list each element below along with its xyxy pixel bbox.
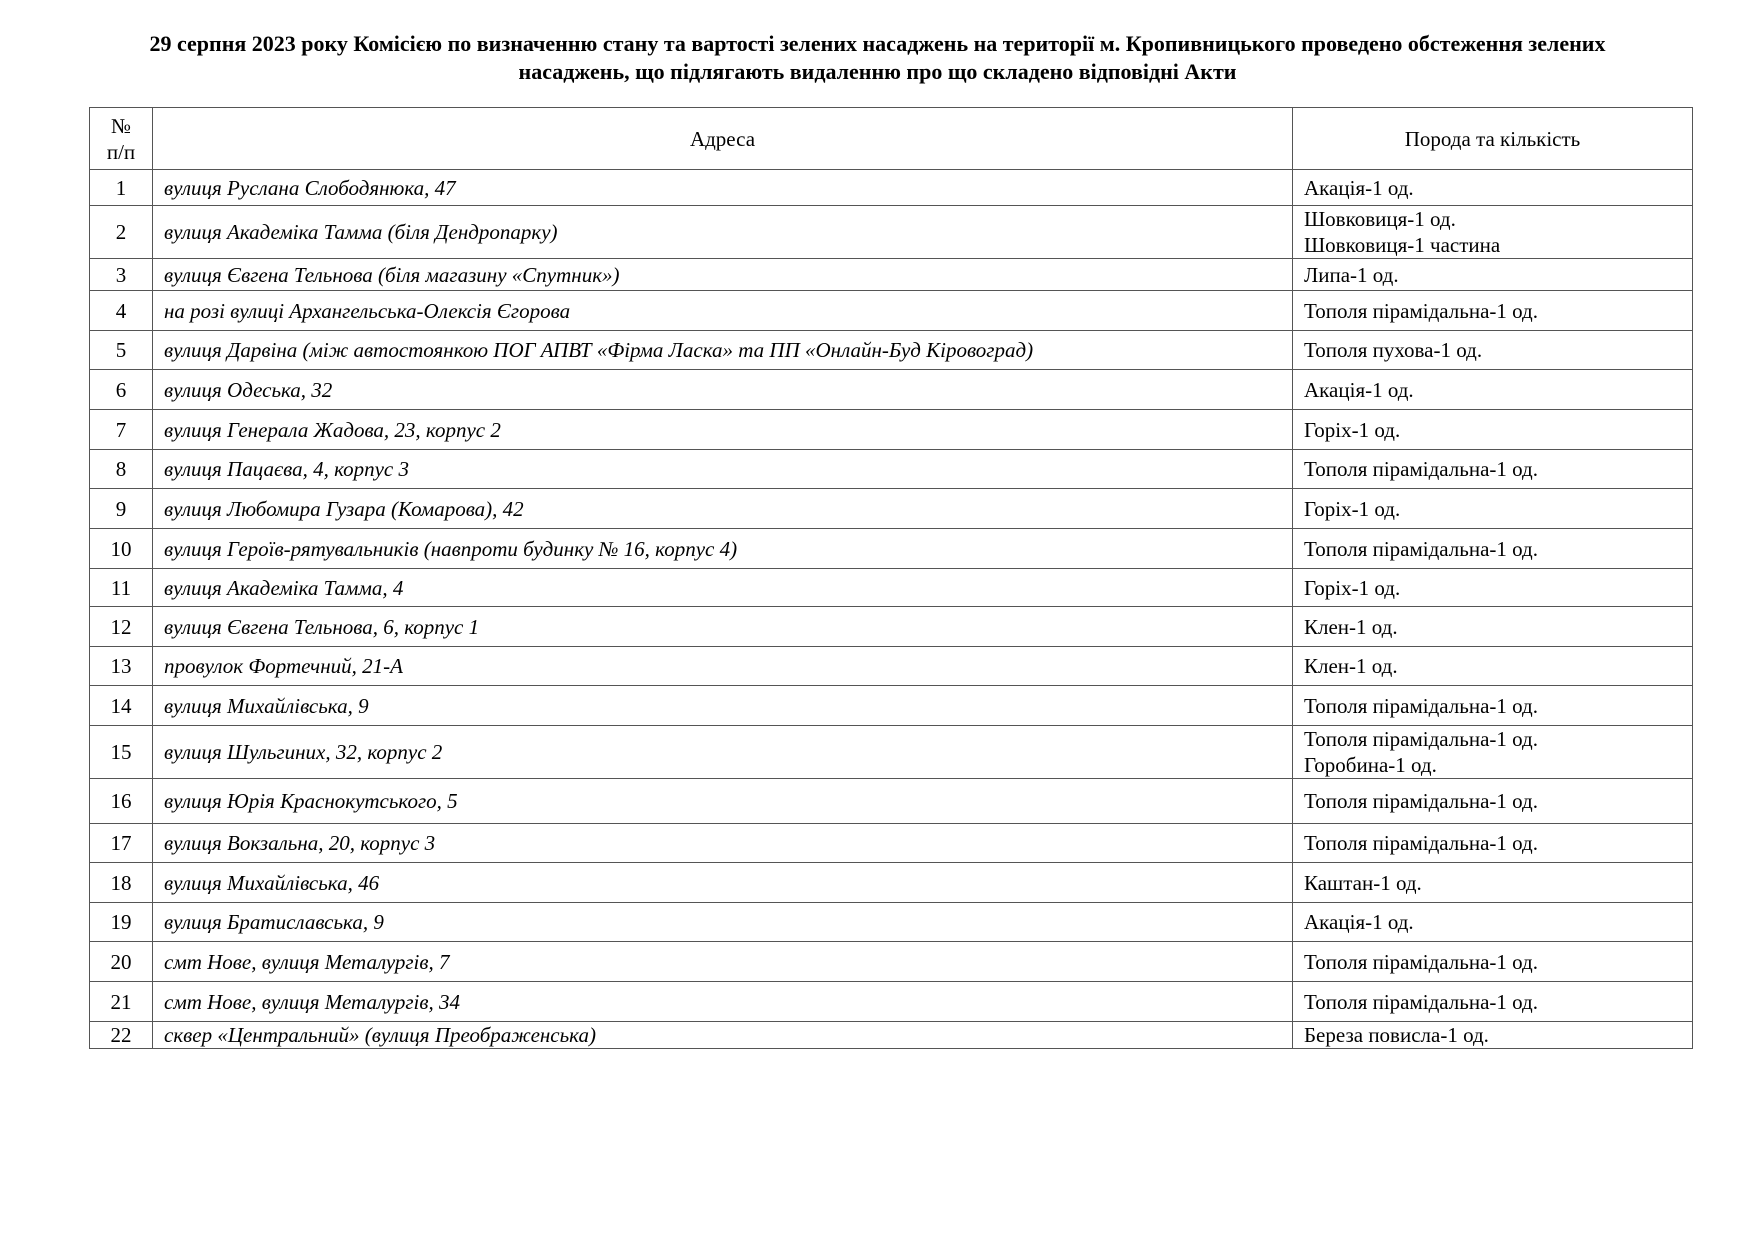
table-row: [90, 982, 1693, 1022]
row-number: 18: [90, 863, 153, 903]
species-entry: Тополя пірамідальна-1 од.: [1304, 693, 1538, 718]
row-number: 6: [90, 370, 153, 410]
row-species: [1293, 942, 1693, 982]
species-entry: Акація-1 од.: [1304, 377, 1414, 402]
table-row: [90, 170, 1693, 206]
species-entry: Тополя пірамідальна-1 од.: [1304, 789, 1538, 813]
species-entry: Горіх-1 од.: [1304, 575, 1401, 600]
row-address: вулиця Михайлівська, 46: [153, 863, 1293, 903]
row-number: 21: [90, 982, 153, 1022]
row-address: вулиця Руслана Слободянюка, 47: [153, 170, 1293, 206]
row-address: вулиця Михайлівська, 9: [153, 686, 1293, 726]
table-row: [90, 647, 1693, 686]
species-entry: Шовковиця-1 частина: [1304, 233, 1501, 257]
table-row: [90, 686, 1693, 726]
species-entry: Акація-1 од.: [1304, 910, 1414, 934]
row-number: 7: [90, 410, 153, 450]
row-number: 8: [90, 450, 153, 489]
row-address: вулиця Академіка Тамма, 4: [153, 569, 1293, 607]
table-row: [90, 779, 1693, 824]
table-row: [90, 607, 1693, 647]
row-species: [1293, 607, 1693, 647]
row-number: 15: [90, 726, 153, 779]
table-row: [90, 942, 1693, 982]
species-entry: Тополя пірамідальна-1 од.: [1304, 831, 1538, 855]
species-entry: Тополя пірамідальна-1 од.: [1304, 989, 1538, 1014]
row-species: [1293, 779, 1693, 824]
species-entry: Тополя пірамідальна-1 од.: [1304, 298, 1538, 323]
row-address: вулиця Героїв-рятувальників (навпроти будинку № 16, корпус 4): [153, 529, 1293, 569]
row-species: [1293, 450, 1693, 489]
header-number: [90, 108, 153, 170]
row-number: 16: [90, 779, 153, 824]
row-number: 4: [90, 291, 153, 331]
row-number: 14: [90, 686, 153, 726]
document-title-line-1: 29 серпня 2023 року Комісією по визначенню стану та вартості зелених насаджень на території м. Кропивницького проведено обстеження зелених: [149, 31, 1606, 56]
removal-acts-table: [89, 107, 1693, 1049]
row-address: вулиця Любомира Гузара (Комарова), 42: [153, 489, 1293, 529]
row-address: сквер «Центральний» (вулиця Преображенська): [153, 1022, 1293, 1049]
row-address: вулиця Юрія Краснокутського, 5: [153, 779, 1293, 824]
row-species: [1293, 410, 1693, 450]
row-number: 3: [90, 259, 153, 291]
row-address: вулиця Генерала Жадова, 23, корпус 2: [153, 410, 1293, 450]
row-species: [1293, 863, 1693, 903]
row-address: вулиця Вокзальна, 20, корпус 3: [153, 824, 1293, 863]
row-address: вулиця Євгена Тельнова, 6, корпус 1: [153, 607, 1293, 647]
species-entry: Горіх-1 од.: [1304, 496, 1401, 521]
table-row: [90, 450, 1693, 489]
row-species: [1293, 647, 1693, 686]
row-address: вулиця Одеська, 32: [153, 370, 1293, 410]
species-entry: Тополя пірамідальна-1 од.: [1304, 536, 1538, 561]
row-species: [1293, 259, 1693, 291]
row-species: [1293, 824, 1693, 863]
species-entry: Тополя пухова-1 од.: [1304, 338, 1483, 362]
row-address: смт Нове, вулиця Металургів, 34: [153, 982, 1293, 1022]
row-number: 17: [90, 824, 153, 863]
row-number: 20: [90, 942, 153, 982]
table-row: [90, 331, 1693, 370]
row-species: [1293, 982, 1693, 1022]
row-species: [1293, 726, 1693, 779]
species-entry: Липа-1 од.: [1304, 262, 1399, 287]
table-row: [90, 291, 1693, 331]
table-row: [90, 1022, 1693, 1049]
table-row: [90, 824, 1693, 863]
species-entry: Горіх-1 од.: [1304, 417, 1401, 442]
row-number: 2: [90, 206, 153, 259]
species-entry: Береза повисла-1 од.: [1304, 1023, 1489, 1047]
species-entry: Шовковиця-1 од.: [1304, 207, 1456, 231]
table-header-row: [90, 108, 1693, 170]
table-body: [90, 170, 1693, 1049]
header-address: Адреса: [153, 108, 1293, 170]
row-species: [1293, 291, 1693, 331]
header-number-symbol: №: [110, 113, 132, 138]
species-entry: Горобина-1 од.: [1304, 753, 1437, 777]
row-address: вулиця Дарвіна (між автостоянкою ПОГ АПВТ «Фірма Ласка» та ПП «Онлайн-Буд Кіровоград): [153, 331, 1293, 370]
document-title-line-2: насаджень, що підлягають видаленню про що складено відповідні Акти: [518, 59, 1237, 84]
row-address: смт Нове, вулиця Металургів, 7: [153, 942, 1293, 982]
table-row: [90, 529, 1693, 569]
row-address: вулиця Братиславська, 9: [153, 903, 1293, 942]
row-species: [1293, 686, 1693, 726]
document-title: [40, 30, 1715, 86]
header-species: Порода та кількість: [1293, 108, 1693, 170]
table-row: [90, 370, 1693, 410]
row-address: вулиця Академіка Тамма (біля Дендропарку): [153, 206, 1293, 259]
row-number: 13: [90, 647, 153, 686]
row-address: провулок Фортечний, 21-А: [153, 647, 1293, 686]
row-number: 11: [90, 569, 153, 607]
row-species: [1293, 903, 1693, 942]
row-address: на розі вулиці Архангельська-Олексія Єгорова: [153, 291, 1293, 331]
species-entry: Тополя пірамідальна-1 од.: [1304, 457, 1538, 481]
species-entry: Каштан-1 од.: [1304, 870, 1422, 895]
row-address: вулиця Шульгиних, 32, корпус 2: [153, 726, 1293, 779]
species-entry: Клен-1 од.: [1304, 614, 1398, 639]
table-row: [90, 259, 1693, 291]
row-address: вулиця Євгена Тельнова (біля магазину «Спутник»): [153, 259, 1293, 291]
row-species: [1293, 370, 1693, 410]
species-entry: Тополя пірамідальна-1 од.: [1304, 949, 1538, 974]
species-entry: Клен-1 од.: [1304, 654, 1398, 678]
row-species: [1293, 170, 1693, 206]
row-species: [1293, 569, 1693, 607]
row-species: [1293, 206, 1693, 259]
row-species: [1293, 331, 1693, 370]
row-number: 5: [90, 331, 153, 370]
row-number: 1: [90, 170, 153, 206]
row-species: [1293, 489, 1693, 529]
table-row: [90, 206, 1693, 259]
table-row: [90, 903, 1693, 942]
table-row: [90, 489, 1693, 529]
table-row: [90, 569, 1693, 607]
row-species: [1293, 1022, 1693, 1049]
row-number: 19: [90, 903, 153, 942]
row-species: [1293, 529, 1693, 569]
table-row: [90, 863, 1693, 903]
row-address: вулиця Пацаєва, 4, корпус 3: [153, 450, 1293, 489]
table-row: [90, 726, 1693, 779]
species-entry: Тополя пірамідальна-1 од.: [1304, 727, 1538, 751]
row-number: 9: [90, 489, 153, 529]
header-number-abbr: п/п: [106, 139, 136, 164]
row-number: 10: [90, 529, 153, 569]
species-entry: Акація-1 од.: [1304, 175, 1414, 200]
row-number: 12: [90, 607, 153, 647]
table-row: [90, 410, 1693, 450]
row-number: 22: [90, 1022, 153, 1049]
